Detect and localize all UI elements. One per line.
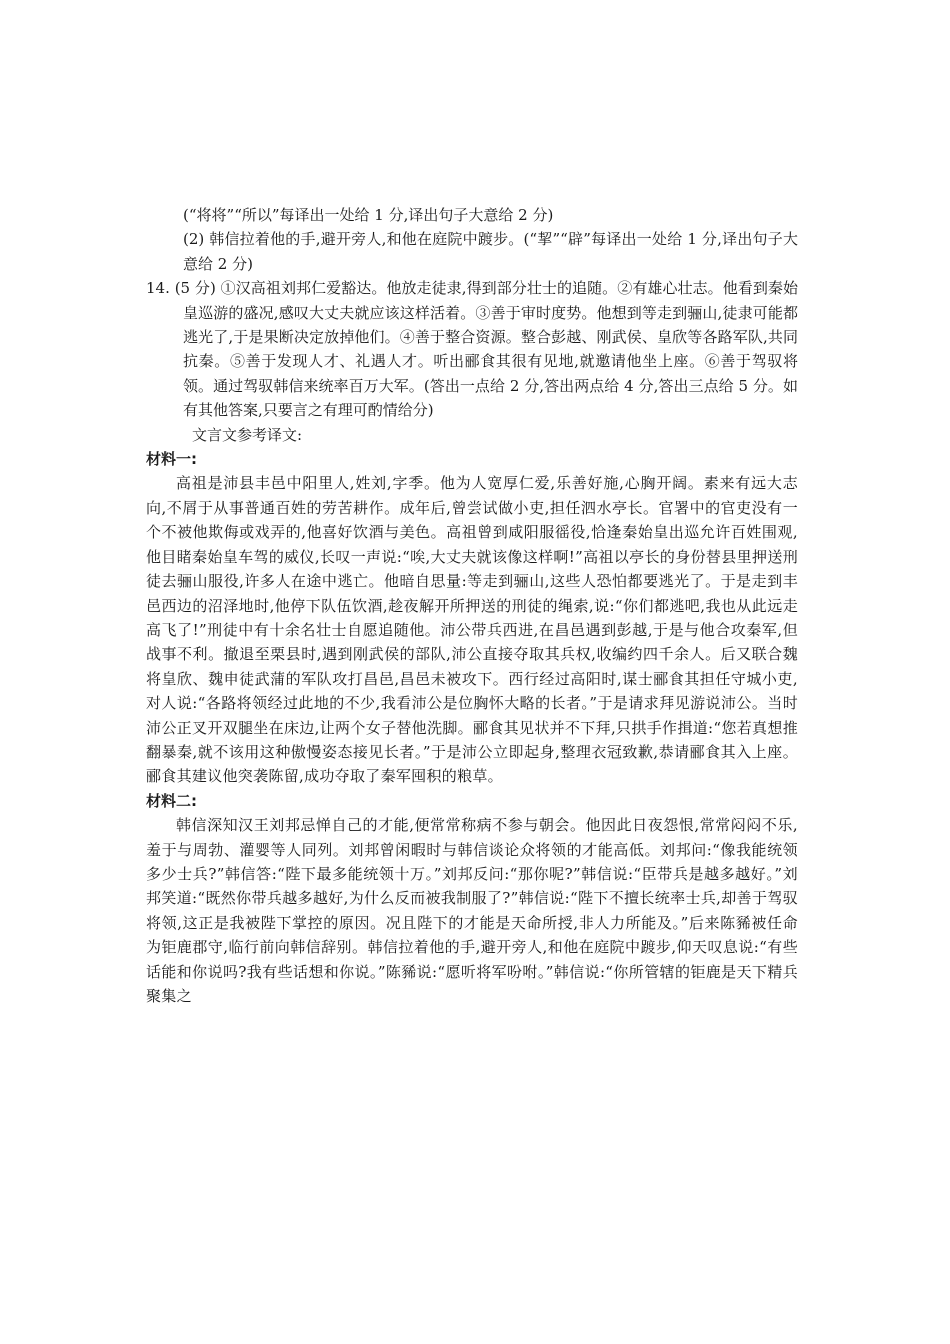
material-one-heading: 材料一: bbox=[146, 450, 197, 469]
reference-translation-title: 文言文参考译文: bbox=[192, 425, 303, 444]
answer-content bbox=[146, 203, 798, 1008]
material-two-heading: 材料二: bbox=[146, 791, 197, 810]
scoring-note-line: (“将将”“所以”每译出一处给 1 分,译出句子大意给 2 分) bbox=[183, 206, 554, 224]
material-one-text: 高祖是沛县丰邑中阳里人,姓刘,字季。他为人宽厚仁爱,乐善好施,心胸开阔。素来有远大志向,不屑于从事普通百姓的劳苦耕作。成年后,曾尝试做小吏,担任泗水亭长。官署中的官吏没有一个不被他欺侮或戏弄的,他喜好饮酒与美色。高祖曾到咸阳服徭役,恰逢秦始皇出巡允许百姓围观,他目睹秦始皇车驾的威仪,长叹一声说:“唉,大丈夫就该像这样啊!”高祖以亭长的身份替县里押送刑徒去骊山服役,许多人在途中逃亡。他暗自思量:等走到骊山,这些人恐怕都要逃光了。于是走到丰邑西边的沼泽地时,他停下队伍饮酒,趁夜解开所押送的刑徒的绳索,说:“你们都逃吧,我也从此远走高飞了!”刑徒中有十余名壮士自愿追随他。沛公带兵西进,在昌邑遇到彭越,于是与他合攻秦军,但战事不利。撤退至栗县时,遇到刚武侯的部队,沛公直接夺取其兵权,收编约四千余人。后又联合魏将皇欣、魏申徒武蒲的军队攻打昌邑,昌邑未被攻下。西行经过高阳时,谋士郦食其担任守城小吏,对人说:“各路将领经过此地的不少,我看沛公是位胸怀大略的长者。”于是请求拜见游说沛公。当时沛公正叉开双腿坐在床边,让两个女子替他洗脚。郦食其见状并不下拜,只拱手作揖道:“您若真想推翻暴秦,就不该用这种傲慢姿态接见长者。”于是沛公立即起身,整理衣冠致歉,恭请郦食其入上座。郦食其建议他突袭陈留,成功夺取了秦军囤积的粮草。 bbox=[146, 474, 798, 786]
answer-item-2: (2) 韩信拉着他的手,避开旁人,和他在庭院中踱步。(“挈”“辟”每译出一处给 1 分,译出句子大意给 2 分) bbox=[183, 230, 798, 273]
material-two-text: 韩信深知汉王刘邦忌惮自己的才能,便常常称病不参与朝会。他因此日夜怨恨,常常闷闷不乐,羞于与周勃、灌婴等人同列。刘邦曾闲暇时与韩信谈论众将领的才能高低。刘邦问:“像我能统领多少士兵?”韩信答:“陛下最多能统领十万。”刘邦反问:“那你呢?”韩信说:“臣带兵是越多越好。”刘邦笑道:“既然你带兵越多越好,为什么反而被我制服了?”韩信说:“陛下不擅长统率士兵,却善于驾驭将领,这正是我被陛下掌控的原因。况且陛下的才能是天命所授,非人力所能及。”后来陈豨被任命为钜鹿郡守,临行前向韩信辞别。韩信拉着他的手,避开旁人,和他在庭院中踱步,仰天叹息说:“有些话能和你说吗?我有些话想和你说。”陈豨说:“愿听将军吩咐。”韩信说:“你所管辖的钜鹿是天下精兵聚集之 bbox=[146, 816, 798, 1005]
question-14-answer: 14. (5 分) ①汉高祖刘邦仁爱豁达。他放走徒隶,得到部分壮士的追随。②有雄心壮志。他看到秦始皇巡游的盛况,感叹大丈夫就应该这样活着。③善于审时度势。他想到等走到骊山,徒隶可能都逃光了,于是果断决定放掉他们。④善于整合资源。整合彭越、刚武侯、皇欣等各路军队,共同抗秦。⑤善于发现人才、礼遇人才。听出郦食其很有见地,就邀请他坐上座。⑥善于驾驭将领。通过驾驭韩信来统率百万大军。(答出一点给 2 分,答出两点给 4 分,答出三点给 5 分。如有其他答案,只要言之有理可酌情给分) bbox=[146, 279, 798, 420]
